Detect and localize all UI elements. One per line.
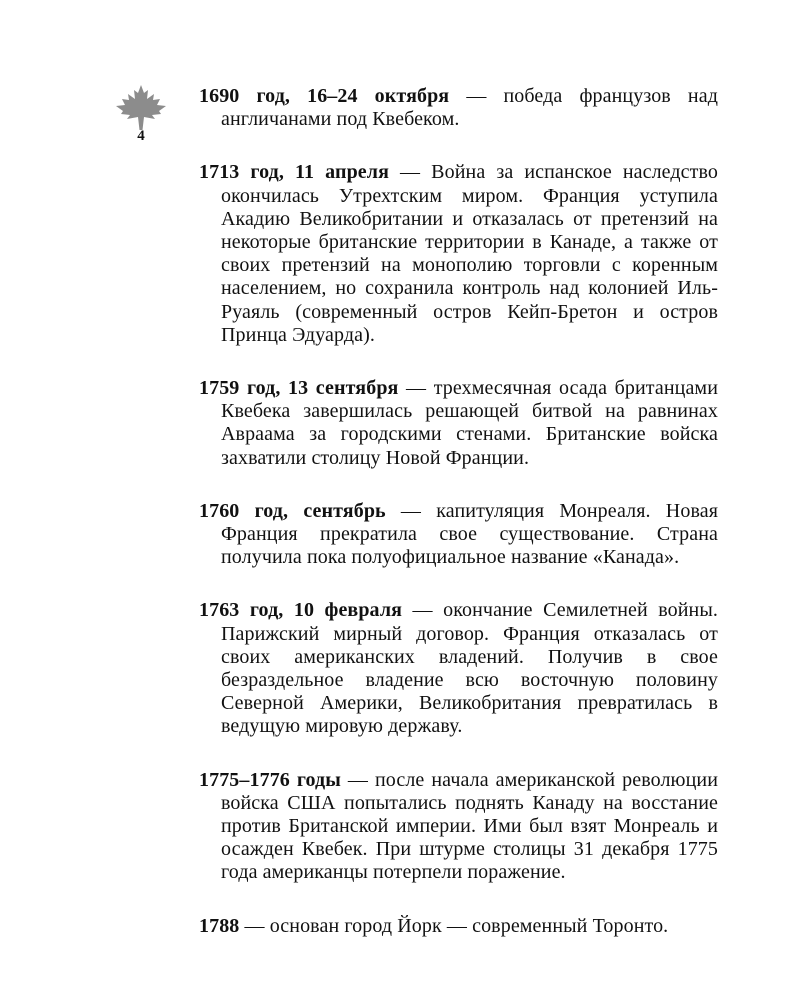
entry-text: — победа французов над англичанами под Квебеком. — [221, 85, 718, 131]
chronology-entry-1775 — [199, 769, 718, 885]
maple-leaf-icon — [114, 84, 168, 132]
chronology-entry-1690 — [199, 85, 718, 131]
entry-text: — трехмесячная осада британцами Квебека завершилась решающей битвой на равнинах Авраама за городскими стенами. Британские войска захватили столицу Новой Франции. — [221, 377, 718, 469]
entry-text: — после начала американской революции войска США попытались поднять Канаду на восстание против Британской империи. Ими был взят Монреаль и осажден Квебек. При штурме столицы 31 декабря 1775 года американцы потерпели поражение. — [221, 768, 719, 884]
entry-date: 1788 — [199, 914, 240, 937]
entry-text: — Война за испанское наследство окончилась Утрехтским миром. Франция уступила Акадию Великобритании и отказалась от претензий на некоторые британские территории в Канаде, а также от своих претензий на монополию торговли с коренным населением, но сохранила контроль над колонией Иль-Руаяль (современный остров Кейп-Бретон и остров Принца Эдуарда). — [221, 161, 718, 346]
entry-date: 1713 год, 11 апреля — [199, 161, 390, 184]
entry-date: 1690 год, 16–24 октября — [199, 85, 450, 107]
chronology-entry-1788 — [199, 915, 718, 938]
chronology-entry-1763 — [199, 599, 718, 738]
chronology-entry-1760 — [199, 500, 718, 570]
chronology-entry-1759 — [199, 377, 718, 470]
page-number: 4 — [137, 128, 145, 144]
chronology-list — [199, 85, 718, 968]
entry-date: 1763 год, 10 февраля — [199, 599, 403, 622]
entry-text: — капитуляция Монреаля. Новая Франция прекратила свое существование. Страна получила пока полуофициальное название «Канада». — [221, 499, 718, 569]
entry-date: 1775–1776 годы — [199, 768, 341, 791]
entry-text: — основан город Йорк — современный Торонто. — [239, 914, 669, 937]
entry-date: 1759 год, 13 сентября — [199, 377, 399, 400]
entry-date: 1760 год, сентябрь — [199, 499, 386, 522]
entry-text: — окончание Семилетней войны. Парижский мирный договор. Франция отказалась от своих американских владений. Получив в свое безраздельное владение всю восточную половину Северной Америки, Великобритания превратилась в ведущую мировую державу. — [221, 599, 718, 738]
chronology-entry-1713 — [199, 161, 718, 347]
maple-leaf-shape — [114, 84, 168, 132]
